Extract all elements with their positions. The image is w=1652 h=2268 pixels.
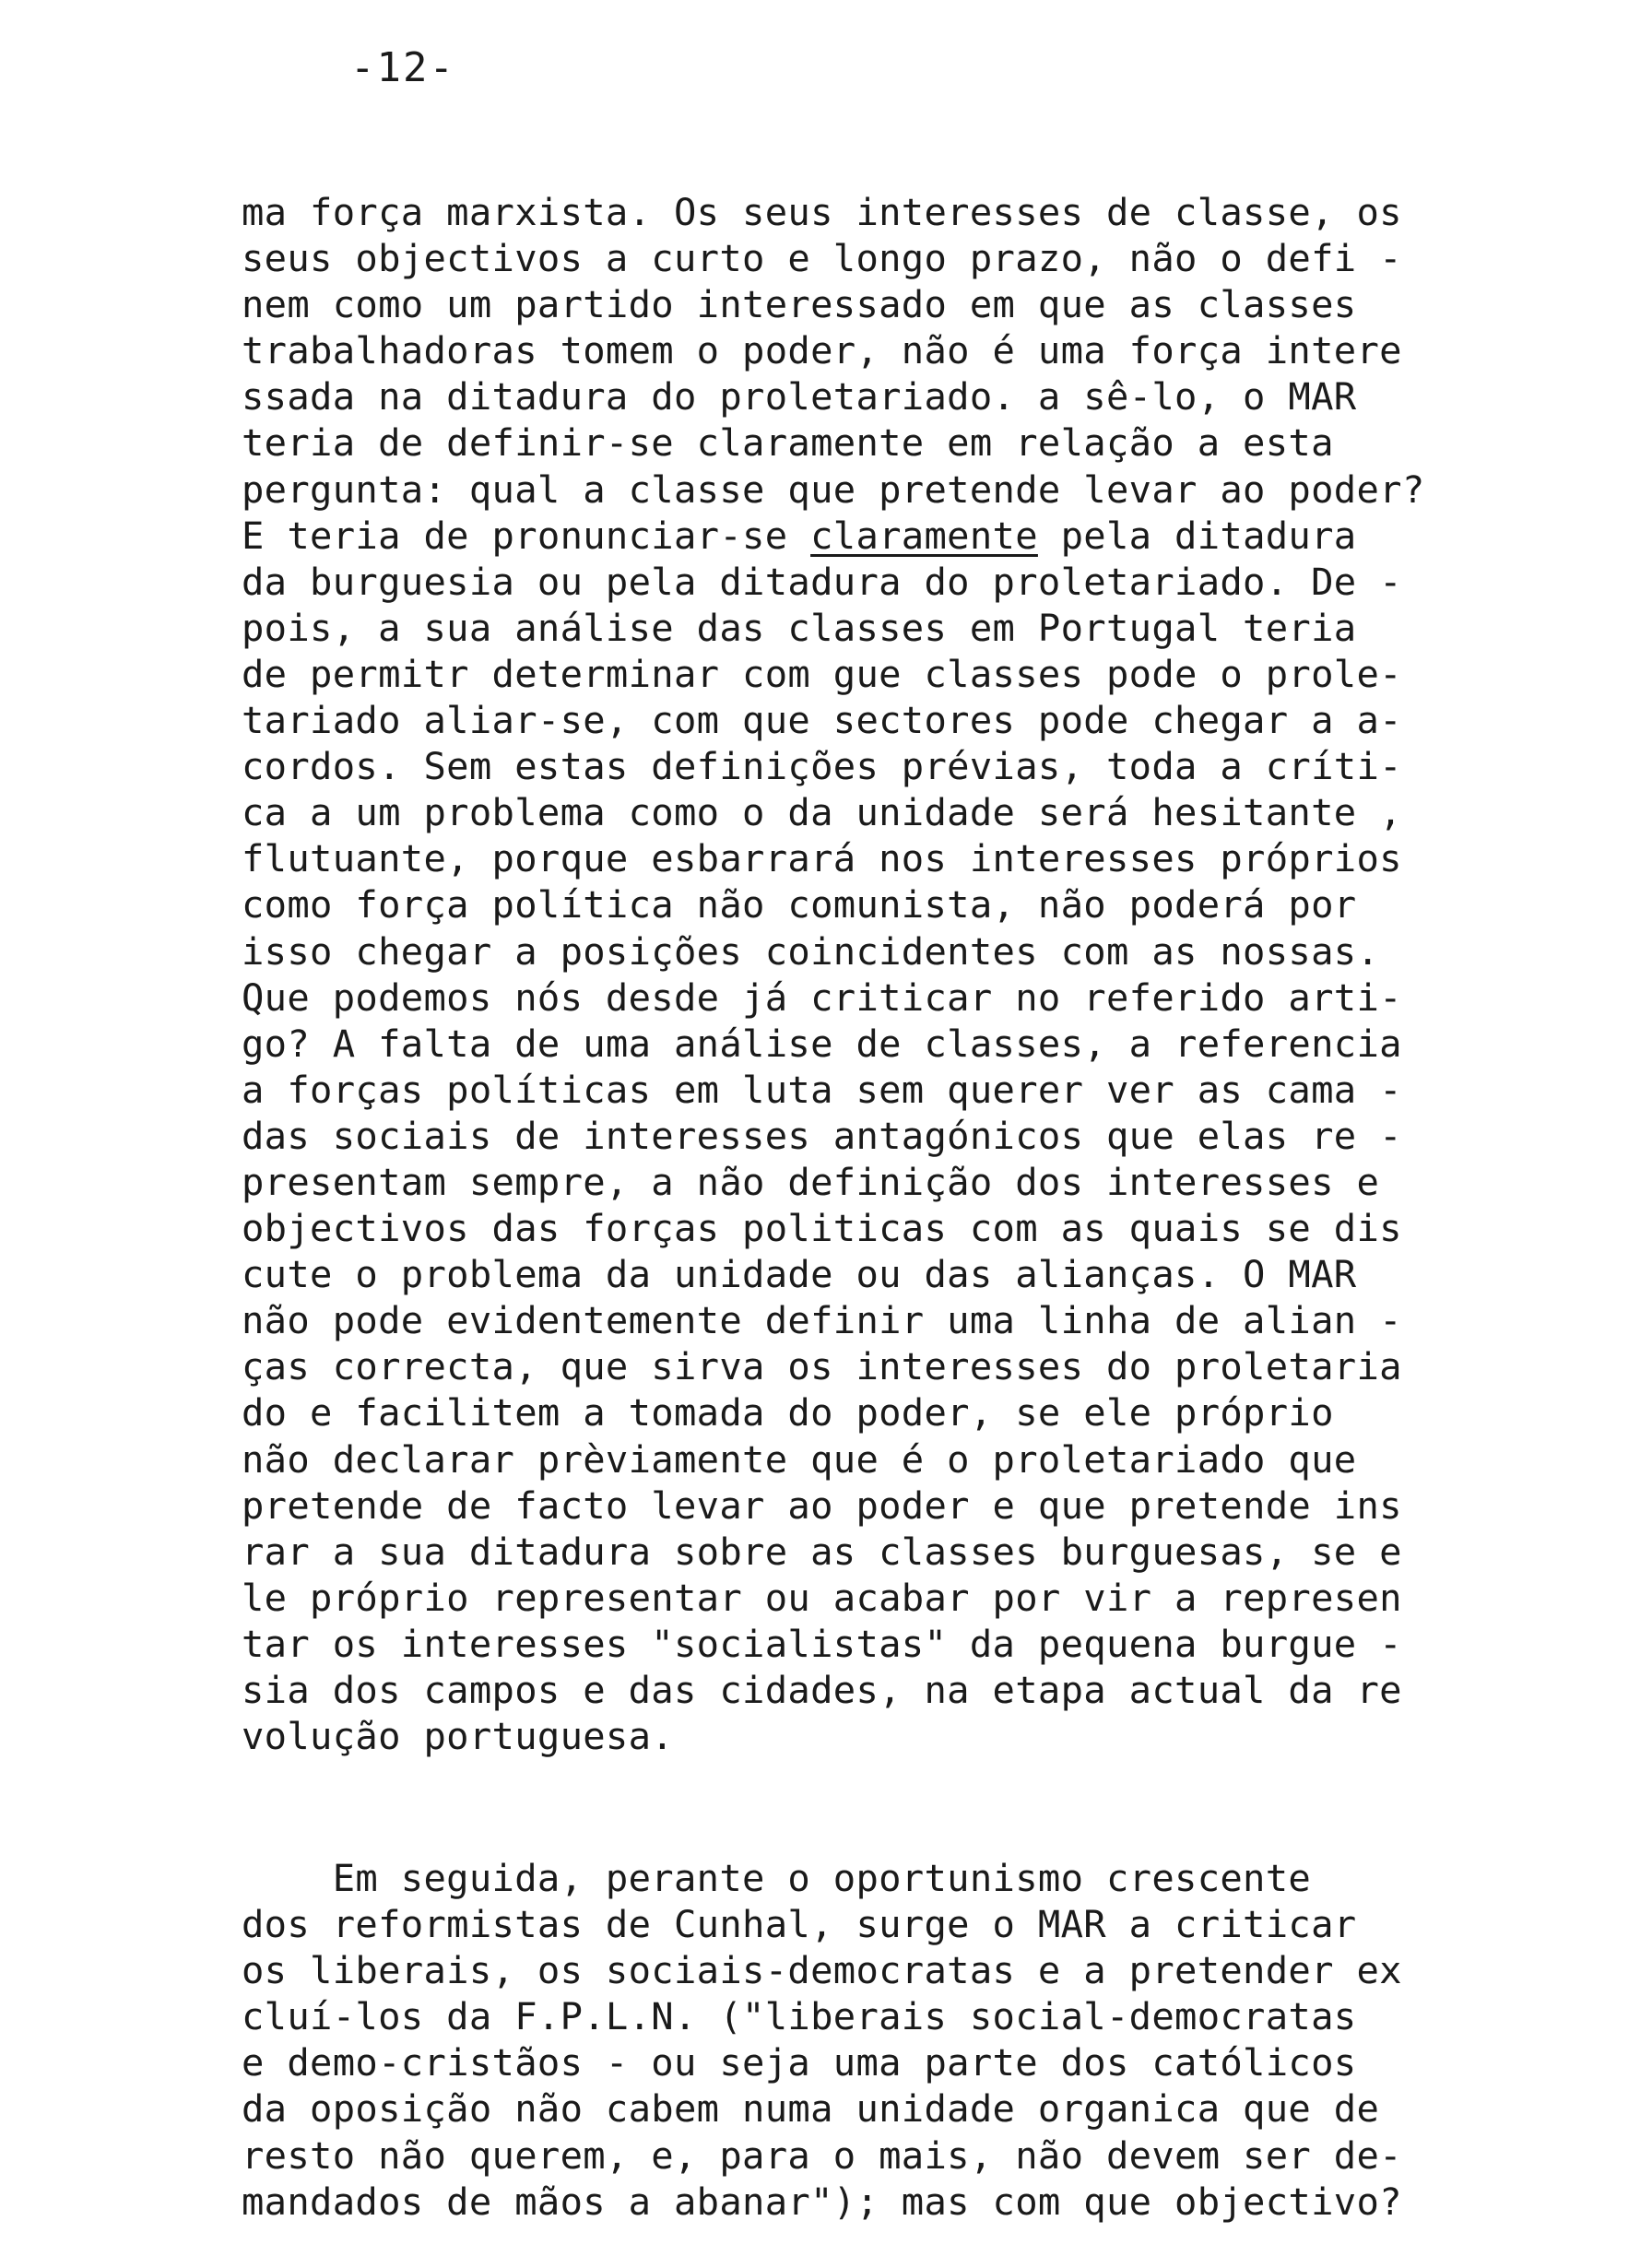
text-line: trabalhadoras tomem o poder, não é uma força intere	[242, 328, 1402, 373]
text-line: os liberais, os sociais-democratas e a pretender ex	[242, 1948, 1402, 1993]
text-line: isso chegar a posições coincidentes com as nossas.	[242, 928, 1380, 974]
text-line: de permitr determinar com gue classes pode o prole-	[242, 651, 1402, 696]
text-line: rar a sua ditadura sobre as classes burguesas, se e	[242, 1529, 1402, 1574]
text-line: das sociais de interesses antagónicos que elas re -	[242, 1113, 1402, 1158]
text-line: não declarar prèviamente que é o proletariado que	[242, 1436, 1357, 1482]
text-line: nem como um partido interessado em que as classes	[242, 282, 1357, 327]
text-line: dos reformistas de Cunhal, surge o MAR a criticar	[242, 1902, 1357, 1947]
text-line: cluí-los da F.P.L.N. ("liberais social-democratas	[242, 1994, 1357, 2039]
text-segment: E teria de pronunciar-se	[242, 513, 811, 558]
text-line: Em seguida, perante o oportunismo crescente	[242, 1856, 1312, 1900]
paragraph-2	[242, 1855, 1597, 2225]
text-line: a forças políticas em luta sem querer ver as cama -	[242, 1067, 1402, 1112]
text-line: pois, a sua análise das classes em Portugal teria	[242, 605, 1357, 650]
text-line: não pode evidentemente definir uma linha de alian -	[242, 1298, 1402, 1343]
text-line: le próprio representar ou acabar por vir a represen	[242, 1575, 1402, 1620]
text-line: da oposição não cabem numa unidade organica que de	[242, 2086, 1380, 2132]
text-line: teria de definir-se claramente em relação a esta	[242, 420, 1334, 466]
text-line: Que podemos nós desde já criticar no referido arti-	[242, 975, 1402, 1020]
text-line	[242, 513, 1597, 559]
text-line: como força política não comunista, não poderá por	[242, 882, 1357, 927]
text-line: pretende de facto levar ao poder e que pretende ins	[242, 1482, 1402, 1528]
text-line: resto não querem, e, para o mais, não devem ser de-	[242, 2132, 1402, 2178]
text-line: cute o problema da unidade ou das alianças. O MAR	[242, 1252, 1357, 1297]
text-line: sia dos campos e das cidades, na etapa actual da re	[242, 1668, 1402, 1712]
text-line: ssada na ditadura do proletariado. a sê-lo, o MAR	[242, 374, 1357, 419]
text-line: presentam sempre, a não definição dos interesses e	[242, 1159, 1380, 1204]
text-line: volução portuguesa.	[242, 1714, 674, 1759]
text-line: cordos. Sem estas definições prévias, toda a críti-	[242, 744, 1402, 789]
paragraph-1	[242, 189, 1597, 1759]
text-line: mandados de mãos a abanar"); mas com que objectivo?	[242, 2179, 1402, 2224]
text-line: da burguesia ou pela ditadura do proletariado. De -	[242, 559, 1402, 604]
text-line: go? A falta de uma análise de classes, a referencia	[242, 1021, 1402, 1066]
text-line: seus objectivos a curto e longo prazo, não o defi -	[242, 236, 1402, 281]
text-line: ma força marxista. Os seus interesses de classe, os	[242, 190, 1402, 234]
text-line: objectivos das forças politicas com as quais se dis	[242, 1206, 1402, 1251]
text-segment: pela ditadura	[1037, 513, 1357, 558]
text-line: ca a um problema como o da unidade será hesitante ,	[242, 790, 1402, 835]
text-line: tar os interesses "socialistas" da pequena burgue -	[242, 1621, 1402, 1666]
text-line: pergunta: qual a classe que pretende levar ao poder?	[242, 467, 1425, 512]
text-line: tariado aliar-se, com que sectores pode chegar a a-	[242, 698, 1402, 743]
text-line: flutuante, porque esbarrará nos interesses próprios	[242, 836, 1402, 881]
text-line: do e facilitem a tomada do poder, se ele próprio	[242, 1390, 1334, 1435]
underlined-word: claramente	[810, 513, 1038, 558]
text-line: ças correcta, que sirva os interesses do proletaria	[242, 1344, 1402, 1389]
page-number: -12-	[350, 44, 455, 91]
text-line: e demo-cristãos - ou seja uma parte dos católicos	[242, 2040, 1357, 2085]
